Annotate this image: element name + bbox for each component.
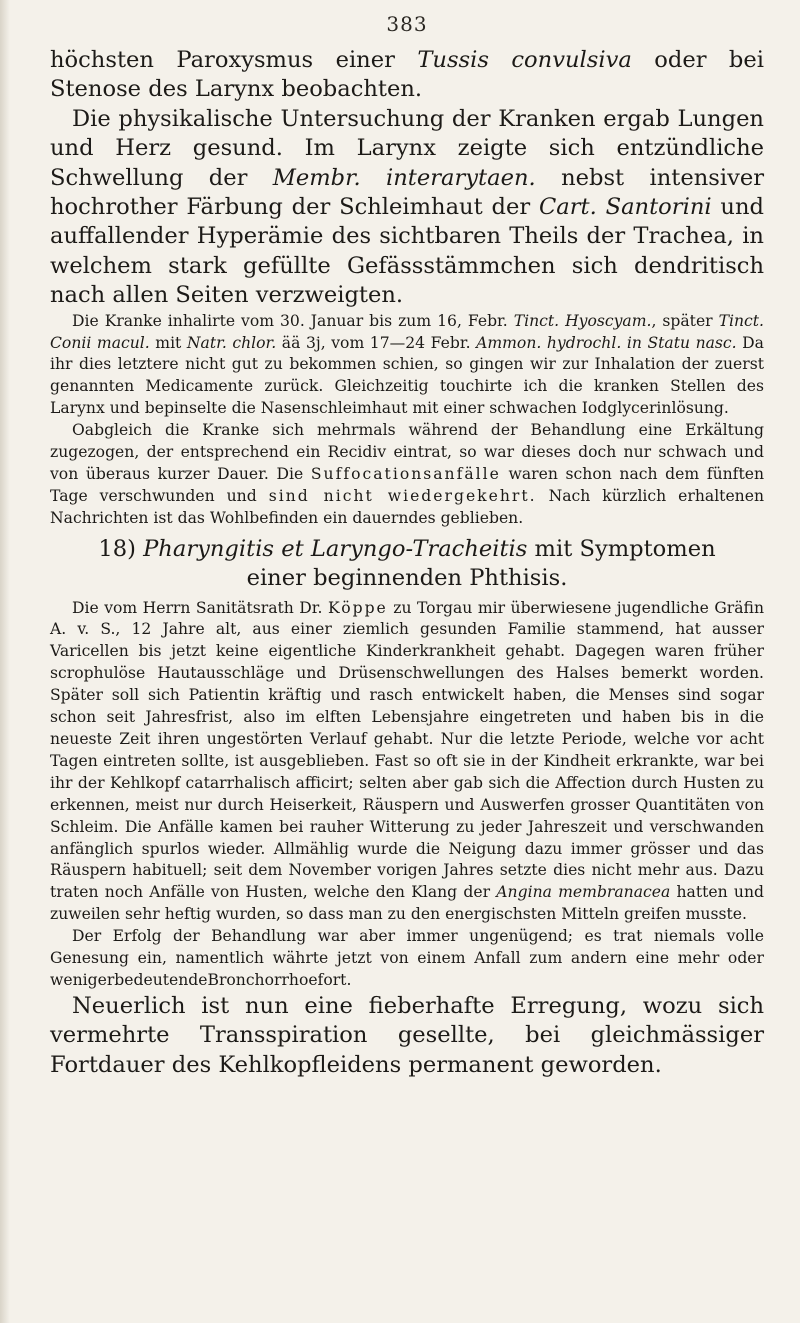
text-run: mit	[149, 333, 187, 352]
text-run: mit Symptomen	[527, 535, 716, 562]
text-run: Die vom Herrn Sanitätsrath Dr.	[72, 598, 328, 617]
paragraph-current-state	[50, 992, 764, 1080]
case-heading	[50, 535, 764, 594]
italic-term: Angina membranacea	[496, 883, 671, 902]
text-run: , später	[651, 311, 719, 330]
italic-term: Natr. chlor.	[186, 333, 277, 352]
text-run: Die physikalische Untersuchung der Kranken ergab Lungen und Herz gesund. Im Larynx zeigte sich entzündliche Schwellung der	[50, 105, 764, 191]
italic-term: Tussis convulsiva	[417, 47, 632, 73]
italic-term: Cart. Santorini	[538, 194, 712, 221]
text-run: oder bei Stenose des Larynx beobachten.	[50, 47, 764, 103]
text-run: und auffallender Hyperämie des sichtbaren Theils der Trachea, in welchem stark gefüllte Gefässstämmchen sich dendritisch nach allen Seiten verzweigten.	[50, 194, 764, 309]
paragraph-treatment	[50, 311, 764, 421]
italic-term: Tinct. Conii macul.	[50, 311, 764, 352]
case-number: 18)	[98, 535, 144, 562]
spaced-term: sind nicht wiedergekehrt.	[268, 486, 537, 505]
text-run: Die Kranke inhalirte vom 30. Januar bis zum 16, Febr.	[72, 311, 514, 330]
text-run: Nach kürzlich erhaltenen Nachrichten ist das Wohlbefinden ein dauerndes geblieben.	[50, 486, 764, 527]
text-run: höchsten Paroxysmus einer	[50, 47, 418, 73]
text-run: Da ihr dies letztere nicht gut zu bekommen schien, so gingen wir zur Inhalation der zuerst genannten Medicamente zurück. Gleichzeitig touchirte ich die kranken Stellen des Larynx und bepinselte die Nasenschleimhaut mit einer schwachen Iodglycerinlösung.	[50, 333, 764, 418]
text-run: Oabgleich die Kranke sich mehrmals während der Behandlung eine Erkältung zugezogen, der entsprechend ein Recidiv eintrat, so war dieses doch nur schwach und von überaus kurzer Dauer. Die	[50, 421, 764, 483]
text-run: zu Torgau mir überwiesene jugendliche Gräfin A. v. S., 12 Jahre alt, aus einer ziemlich gesunden Familie stammend, hat ausser Varicellen bis jetzt keine eigentliche Kinderkrankheit gehabt. Dagegen waren früher scrophulöse Hautausschläge und Drüsenschwellungen des Halses bemerkt worden. Später soll sich Patientin kräftig und rasch entwickelt haben, die Menses sind sogar schon seit Jahresfrist, also im elften Lebensjahre eingetreten und haben bis in die neueste Zeit ihren ungestörten Verlauf gehabt. Nur die letzte Periode, welche vor acht Tagen eintreten sollte, ist ausgeblieben. Fast so oft sie in der Kindheit erkrankte, war bei ihr der Kehlkopf catarrhalisch afficirt; selten aber gab sich die Affection durch Husten zu erkennen, meist nur durch Heiserkeit, Räuspern und Auswerfen grosser Quantitäten von Schleim. Die Anfälle kamen bei rauher Witterung zu jeder Jahreszeit und verschwanden anfänglich spurlos wieder. Allmählig wurde die Neigung dazu immer grösser und das Räuspern habituell; seit dem November vorigen Jahres setzte dies nicht mehr aus. Dazu traten noch Anfälle von Husten, welche den Klang der	[50, 598, 764, 902]
page-number: 383	[386, 12, 428, 36]
case-heading-line-1	[50, 535, 764, 564]
paragraph-outcome	[50, 420, 764, 530]
text-run: ää 3j, vom 17—24 Febr.	[276, 333, 477, 352]
text-run: hatten und zuweilen sehr heftig wurden, so dass man zu den energischsten Mitteln greifen musste.	[50, 883, 764, 924]
italic-term: Ammon. hydrochl. in Statu nasc.	[476, 333, 737, 352]
paragraph-case-history	[50, 598, 764, 927]
spaced-term: Suffocationsanfälle	[310, 465, 501, 483]
italic-term: Tinct. Hyoscyam.	[513, 311, 652, 330]
italic-term: Membr. interarytaen.	[272, 164, 536, 191]
text-run: Der Erfolg der Behandlung war aber immer ungenügend; es trat niemals volle Genesung ein, namentlich währte jetzt von einem Anfall zum andern eine mehr oder wenigerbedeutendeBronchorrhoefort.	[50, 927, 764, 989]
paragraph-examination	[50, 105, 764, 311]
case-heading-line-2: einer beginnenden Phthisis.	[246, 565, 568, 592]
text-run: waren schon nach dem fünften Tage verschwunden und	[50, 465, 764, 505]
spaced-name: Köppe	[327, 598, 388, 617]
italic-term: Pharyngitis et Laryngo-Tracheitis	[143, 535, 528, 562]
paragraph-intro-continuation	[50, 46, 764, 105]
paragraph-treatment-result	[50, 926, 764, 992]
text-run: Neuerlich ist nun eine fieberhafte Erregung, wozu sich vermehrte Transspiration gesellte, bei gleichmässiger Fortdauer des Kehlkopfleidens permanent geworden.	[50, 992, 764, 1078]
text-run: nebst intensiver hochrother Färbung der Schleimhaut der	[50, 164, 765, 221]
